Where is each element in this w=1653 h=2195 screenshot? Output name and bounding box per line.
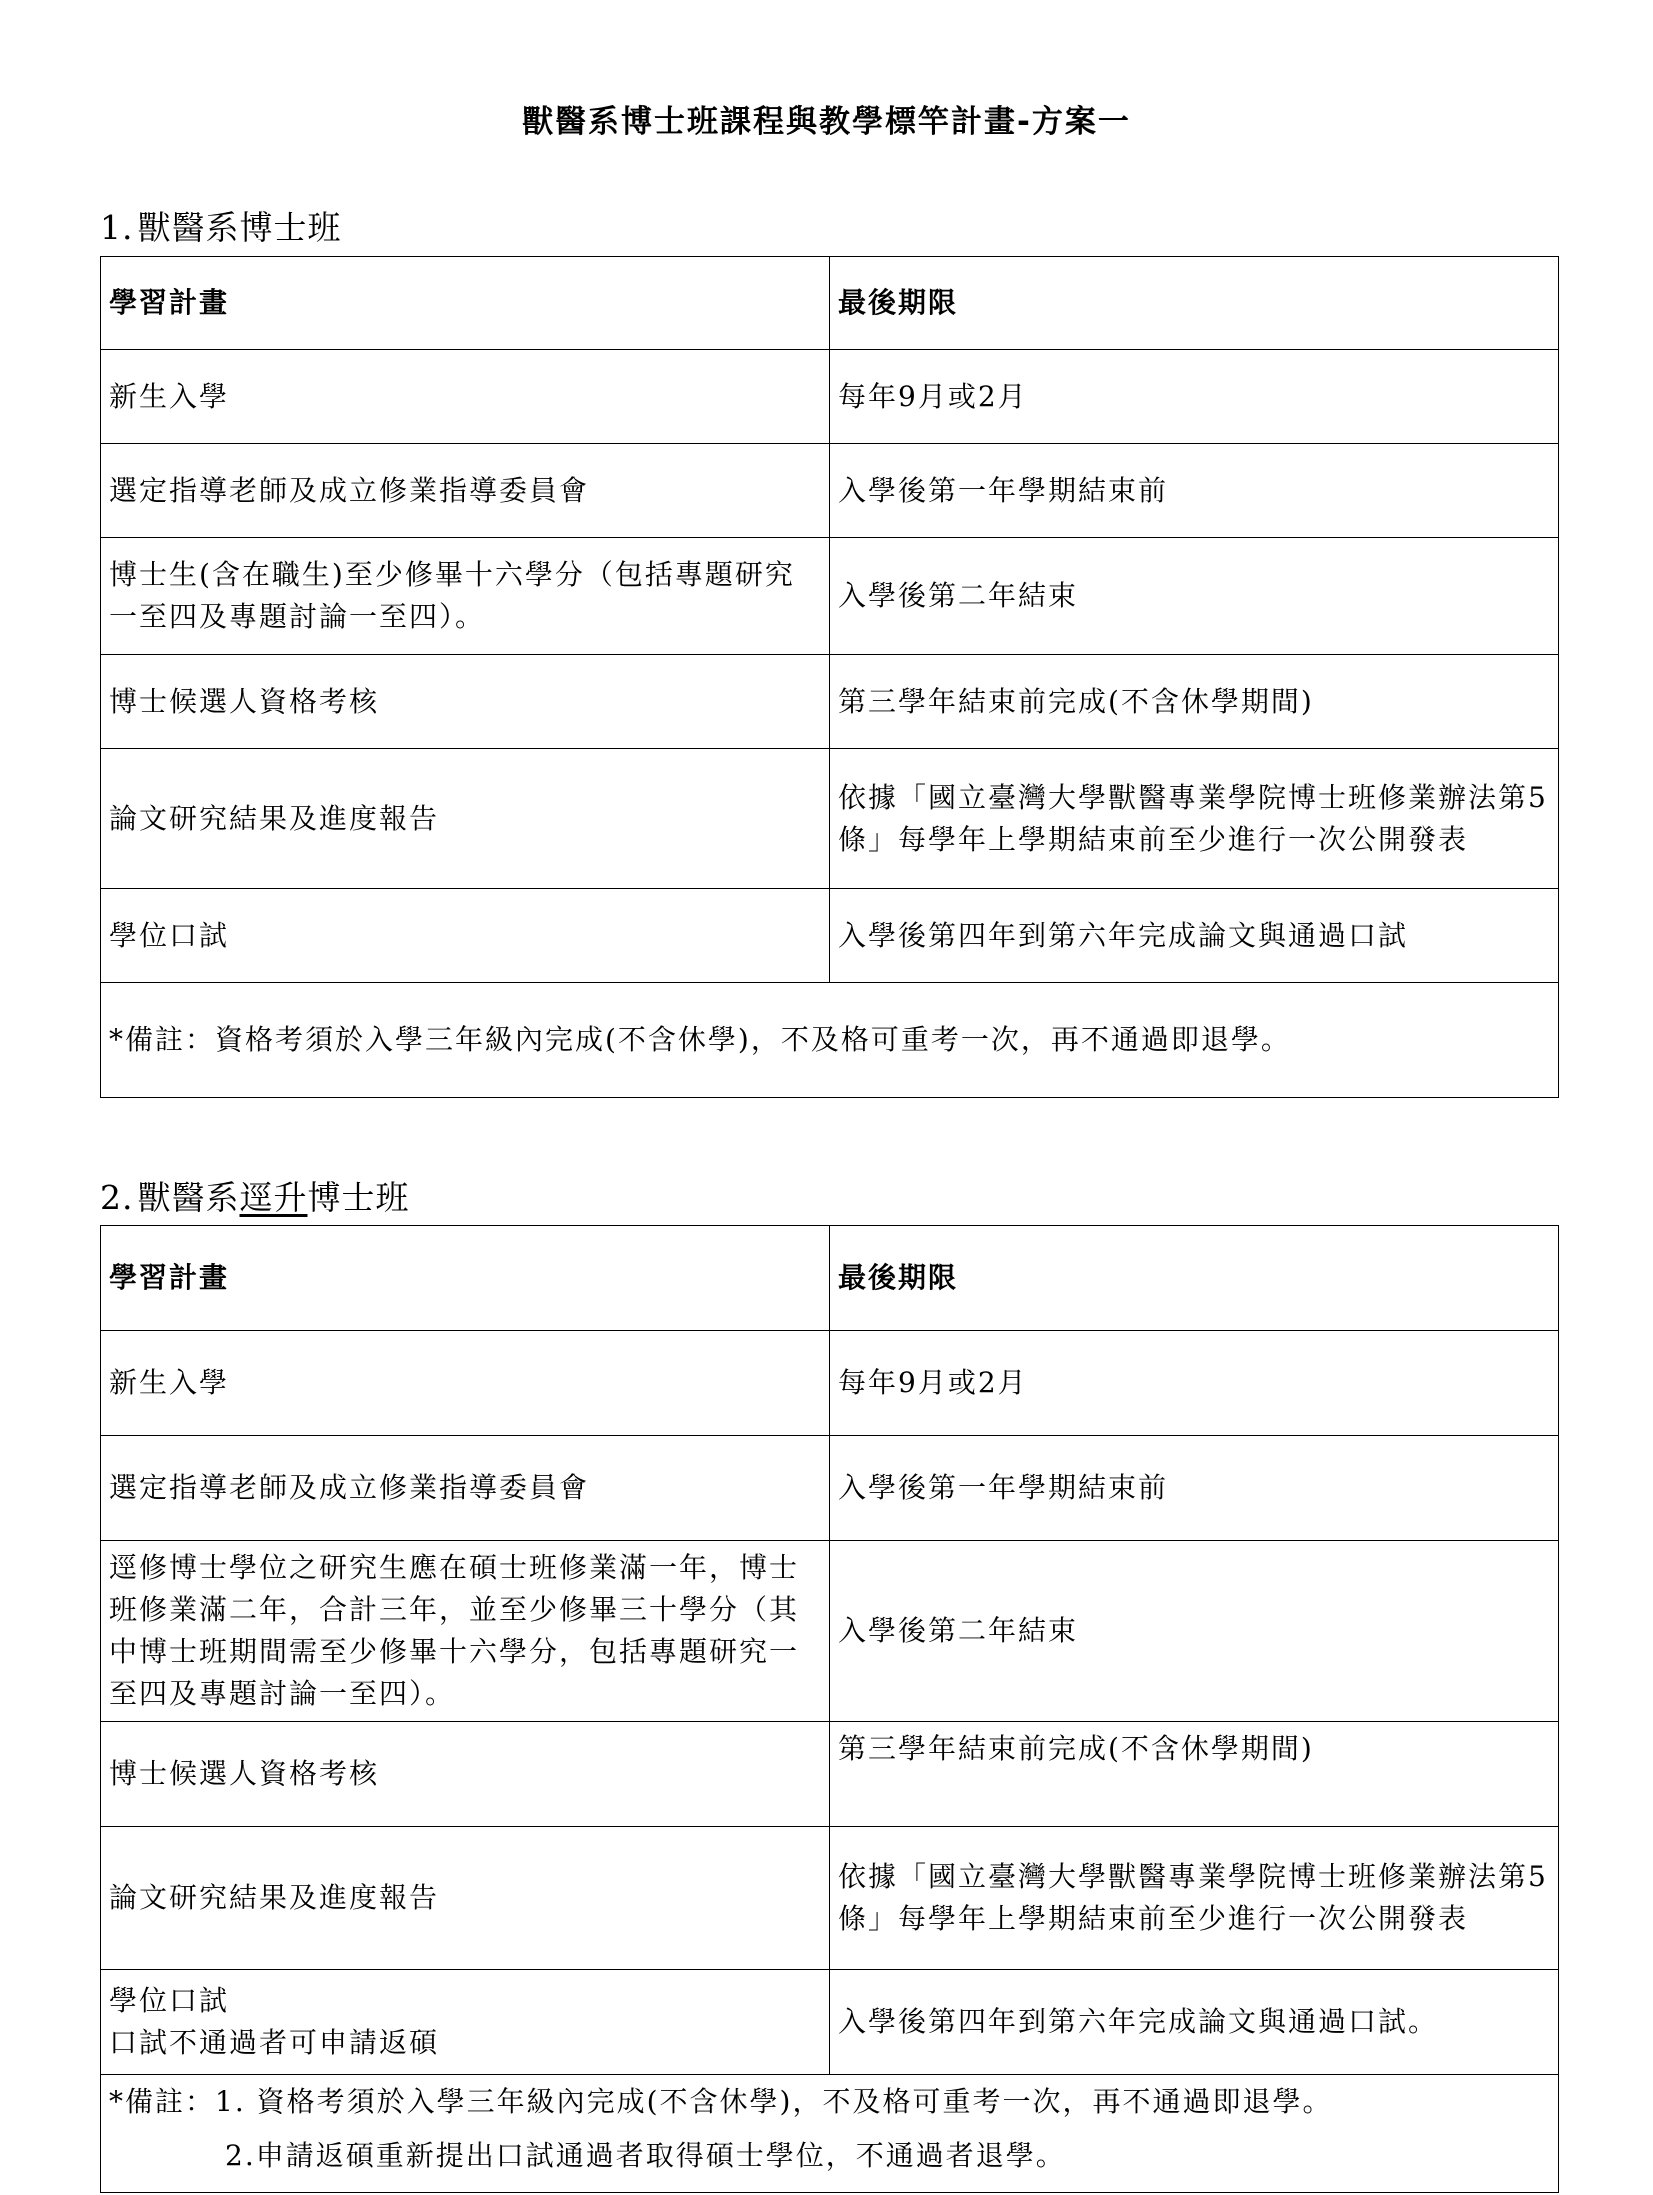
- deadline-cell: 第三學年結束前完成(不含休學期間): [830, 655, 1559, 749]
- note-row: [101, 2075, 1559, 2193]
- table-row: [101, 1722, 1559, 1827]
- table-row: [101, 1541, 1559, 1722]
- plan-cell: 逕修博士學位之研究生應在碩士班修業滿一年，博士班修業滿二年，合計三年，並至少修畢三十學分（其中博士班期間需至少修畢十六學分，包括專題研究一至四及專題討論一至四）。: [101, 1541, 830, 1722]
- plan-cell: 論文研究結果及進度報告: [101, 749, 830, 889]
- deadline-cell: 入學後第四年到第六年完成論文與通過口試: [830, 889, 1559, 983]
- plan-cell: 選定指導老師及成立修業指導委員會: [101, 444, 830, 538]
- note-line-2: 2.申請返碩重新提出口試通過者取得碩士學位，不通過者退學。: [225, 2139, 1066, 2172]
- deadline-cell: 第三學年結束前完成(不含休學期間): [830, 1722, 1559, 1827]
- note-row: [101, 983, 1559, 1098]
- table-row: [101, 444, 1559, 538]
- note-cell: [101, 2075, 1559, 2193]
- table-row: [101, 1436, 1559, 1541]
- plan-cell: 博士候選人資格考核: [101, 1722, 830, 1827]
- section1-title: 獸醫系博士班: [137, 208, 342, 247]
- deadline-cell: 每年9月或2月: [830, 1331, 1559, 1436]
- section2-table: [100, 1225, 1559, 2193]
- plan-cell: [101, 1970, 830, 2075]
- deadline-cell: 每年9月或2月: [830, 350, 1559, 444]
- table-row: [101, 749, 1559, 889]
- column-header-plan: 學習計畫: [101, 1226, 830, 1331]
- note-line-1: *備註：1. 資格考須於入學三年級內完成(不含休學)，不及格可重考一次，再不通過即退學。: [109, 2085, 1333, 2118]
- table-row: [101, 350, 1559, 444]
- table-row: [101, 655, 1559, 749]
- table-row: [101, 889, 1559, 983]
- plan-cell: 博士候選人資格考核: [101, 655, 830, 749]
- deadline-cell: 依據「國立臺灣大學獸醫專業學院博士班修業辦法第5條」每學年上學期結束前至少進行一次公開發表: [830, 1827, 1559, 1970]
- deadline-cell: 入學後第二年結束: [830, 1541, 1559, 1722]
- table-row: [101, 1827, 1559, 1970]
- section2-title-prefix: 獸醫系: [137, 1178, 240, 1217]
- column-header-plan: 學習計畫: [101, 257, 830, 350]
- deadline-cell: 入學後第一年學期結束前: [830, 444, 1559, 538]
- deadline-cell: 入學後第二年結束: [830, 538, 1559, 655]
- plan-cell: 新生入學: [101, 350, 830, 444]
- plan-cell: 新生入學: [101, 1331, 830, 1436]
- note-cell: *備註：資格考須於入學三年級內完成(不含休學)，不及格可重考一次，再不通過即退學。: [101, 983, 1559, 1098]
- table-row: [101, 1970, 1559, 2075]
- section1-heading: [100, 202, 342, 249]
- plan-cell-line1: 學位口試: [109, 1984, 230, 2017]
- plan-cell: 學位口試: [101, 889, 830, 983]
- table-row: [101, 1331, 1559, 1436]
- section2-number: 2.: [100, 1178, 134, 1217]
- document-title: 獸醫系博士班課程與教學標竿計畫-方案一: [522, 104, 1131, 140]
- deadline-cell: 入學後第四年到第六年完成論文與通過口試。: [830, 1970, 1559, 2075]
- section2-title-underlined: 逕升: [239, 1178, 308, 1217]
- section2-heading: [100, 1172, 410, 1219]
- deadline-cell: 入學後第一年學期結束前: [830, 1436, 1559, 1541]
- table-row: [101, 538, 1559, 655]
- column-header-deadline: 最後期限: [830, 257, 1559, 350]
- section1-number: 1.: [100, 208, 134, 247]
- table-header-row: [101, 1226, 1559, 1331]
- plan-cell: 論文研究結果及進度報告: [101, 1827, 830, 1970]
- table-header-row: [101, 257, 1559, 350]
- section1-table: [100, 256, 1559, 1098]
- plan-cell: 選定指導老師及成立修業指導委員會: [101, 1436, 830, 1541]
- plan-cell: 博士生(含在職生)至少修畢十六學分（包括專題研究一至四及專題討論一至四）。: [101, 538, 830, 655]
- plan-cell-line2: 口試不通過者可申請返碩: [109, 2026, 440, 2059]
- column-header-deadline: 最後期限: [830, 1226, 1559, 1331]
- deadline-cell: 依據「國立臺灣大學獸醫專業學院博士班修業辦法第5條」每學年上學期結束前至少進行一次公開發表: [830, 749, 1559, 889]
- section2-title-suffix: 博士班: [307, 1178, 410, 1217]
